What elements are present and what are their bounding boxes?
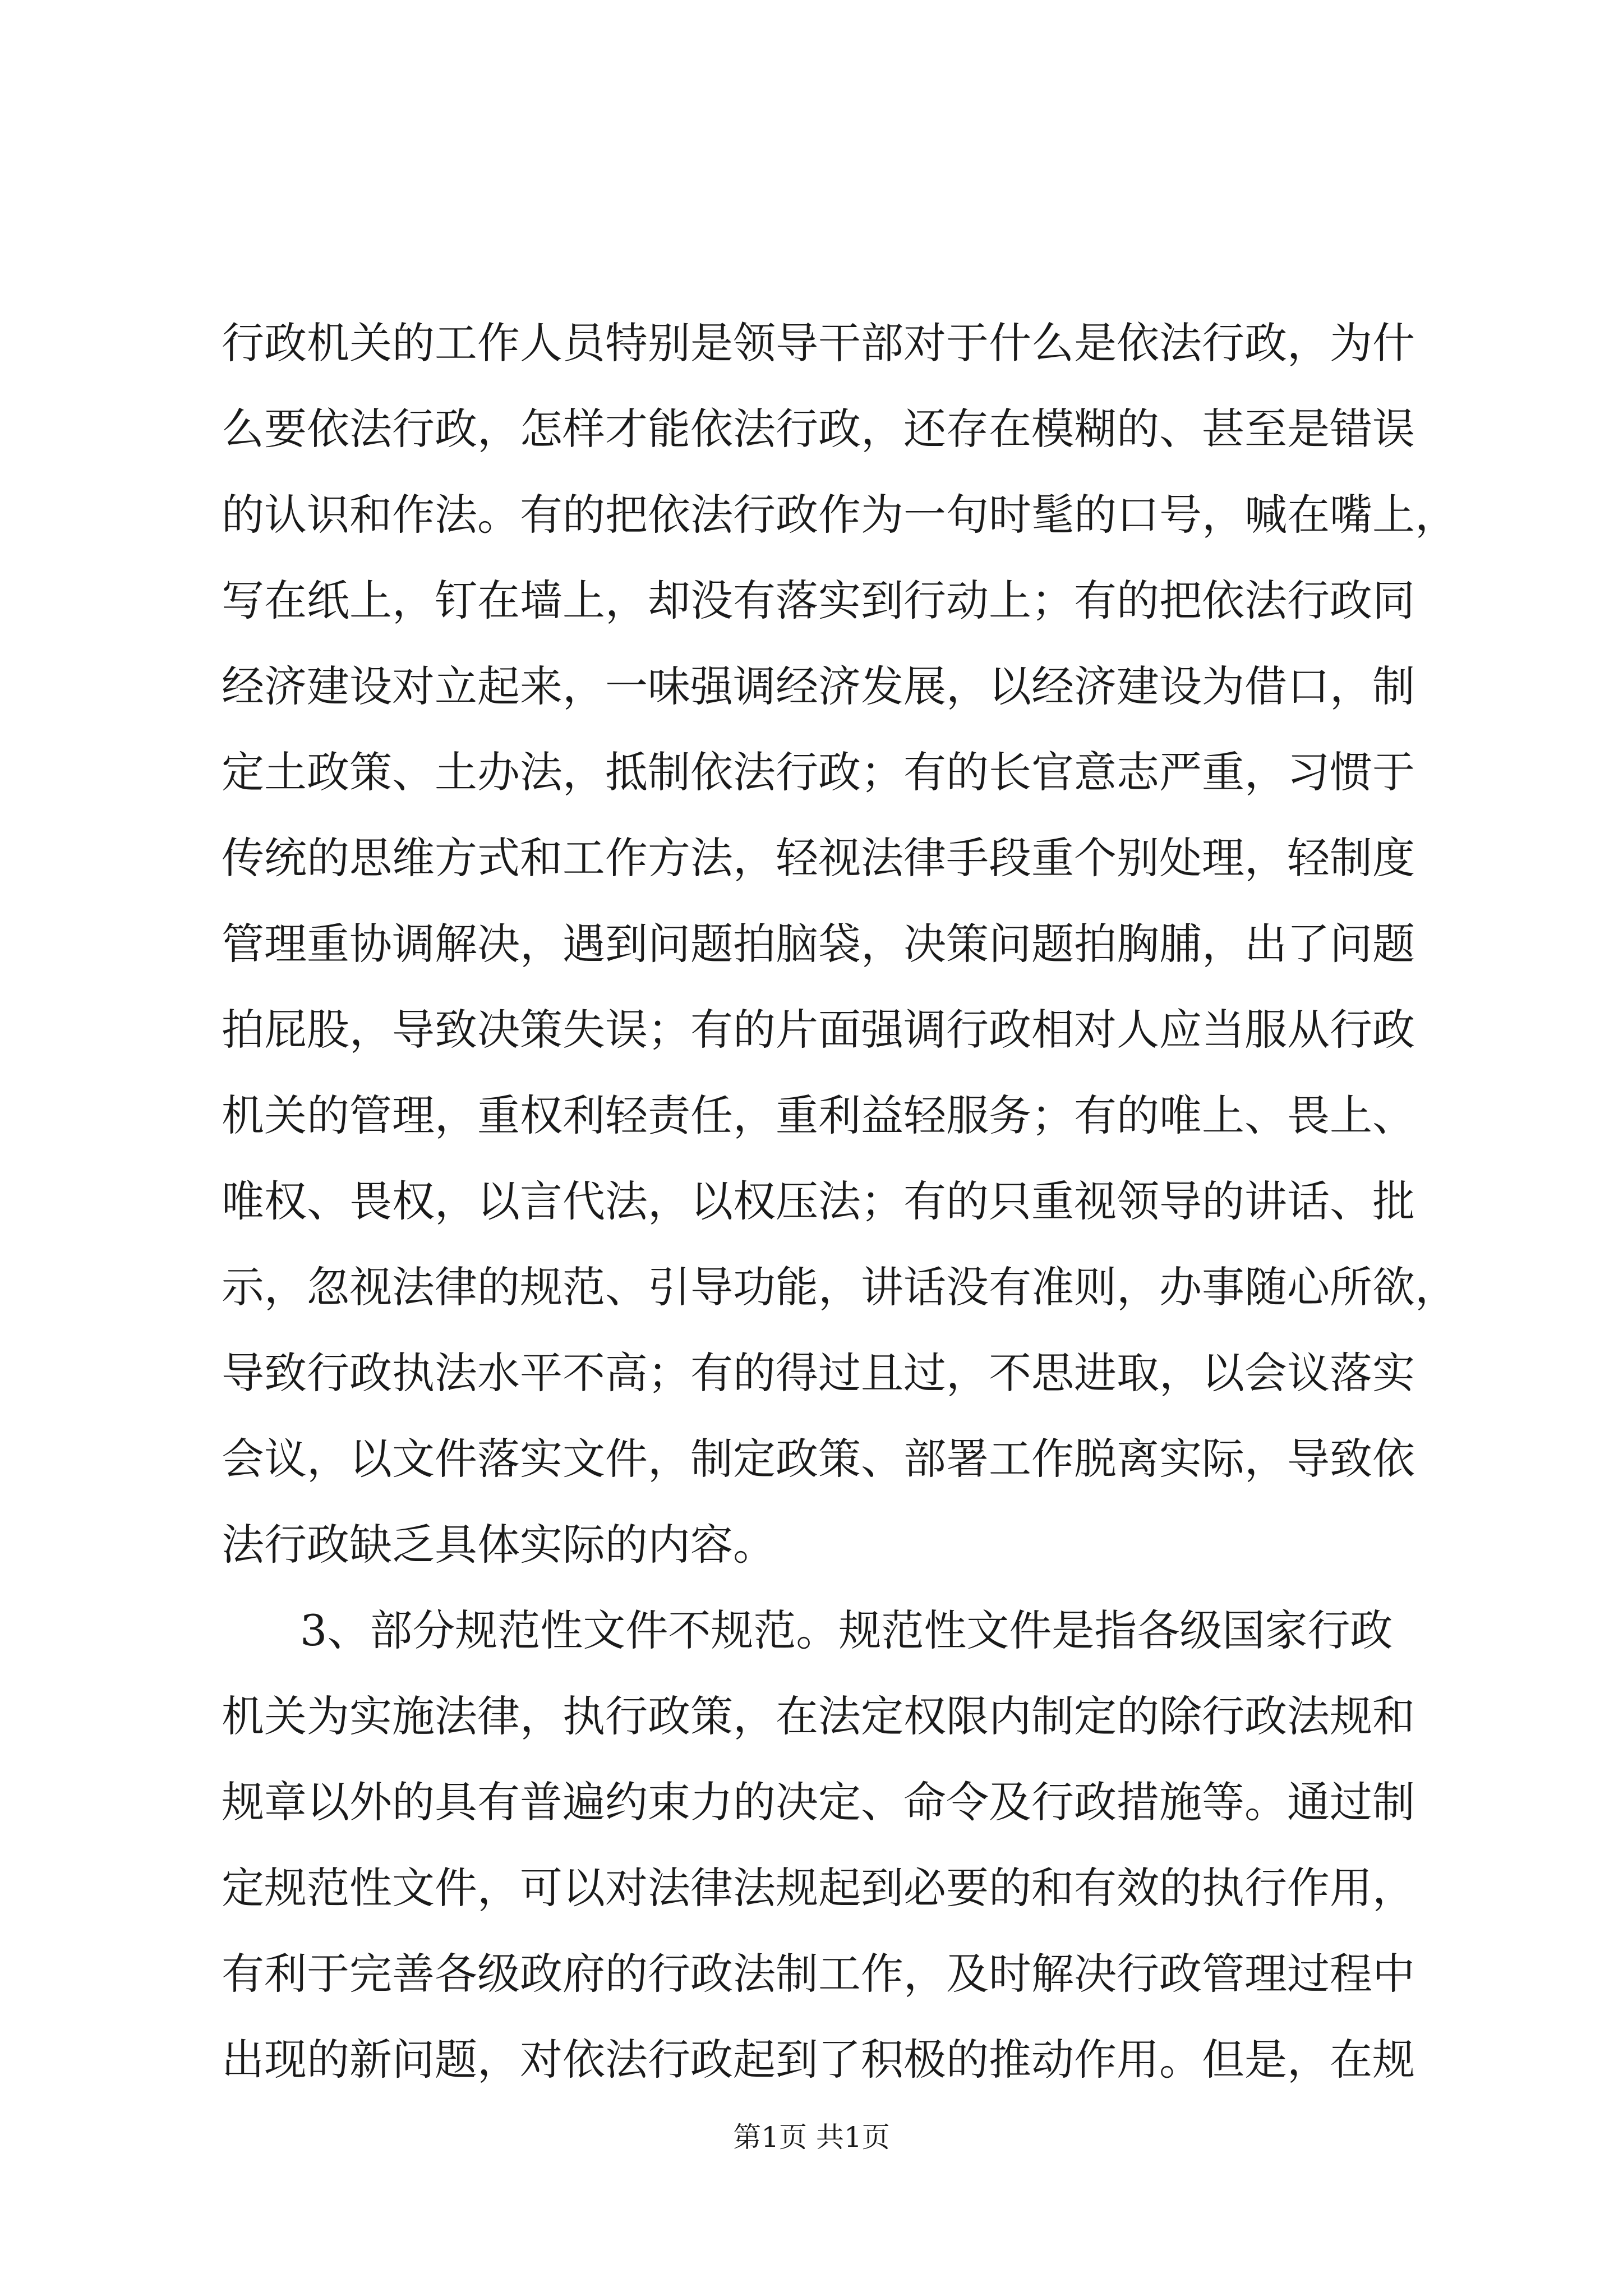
text-line: 么要依法行政，怎样才能依法行政，还存在模糊的、甚至是错误 <box>222 404 1415 454</box>
text-line: 出现的新问题，对依法行政起到了积极的推动作用。但是，在规 <box>222 2035 1415 2085</box>
text-line: 定土政策、土办法，抵制依法行政；有的长官意志严重，习惯于 <box>222 747 1415 797</box>
paragraph-start-line: 3、部分规范性文件不规范。规范性文件是指各级国家行政 <box>300 1605 1393 1655</box>
text-line: 拍屁股，导致决策失误；有的片面强调行政相对人应当服从行政 <box>222 1005 1415 1055</box>
text-line: 机关的管理，重权利轻责任，重利益轻服务；有的唯上、畏上、 <box>222 1091 1415 1140</box>
page-footer: 第1页 共1页 <box>733 2121 890 2154</box>
text-line: 行政机关的工作人员特别是领导干部对于什么是依法行政，为什 <box>222 318 1415 368</box>
text-line: 有利于完善各级政府的行政法制工作，及时解决行政管理过程中 <box>222 1949 1415 1999</box>
text-line: 定规范性文件，可以对法律法规起到必要的和有效的执行作用， <box>222 1863 1415 1913</box>
text-line: 法行政缺乏具体实际的内容。 <box>222 1520 776 1570</box>
text-line: 经济建设对立起来，一味强调经济发展，以经济建设为借口，制 <box>222 661 1415 711</box>
text-line: 传统的思维方式和工作方法，轻视法律手段重个别处理，轻制度 <box>222 833 1415 883</box>
text-line: 管理重协调解决，遇到问题拍脑袋，决策问题拍胸脯，出了问题 <box>222 919 1415 969</box>
text-line: 导致行政执法水平不高；有的得过且过，不思进取，以会议落实 <box>222 1348 1415 1398</box>
text-line: 会议，以文件落实文件，制定政策、部署工作脱离实际，导致依 <box>222 1434 1415 1484</box>
text-line: 示，忽视法律的规范、引导功能，讲话没有准则，办事随心所欲， <box>222 1262 1458 1312</box>
document-body <box>222 300 1458 2102</box>
text-line: 唯权、畏权，以言代法，以权压法；有的只重视领导的讲话、批 <box>222 1176 1415 1226</box>
text-line: 机关为实施法律，执行政策，在法定权限内制定的除行政法规和 <box>222 1691 1415 1741</box>
text-line: 写在纸上，钉在墙上，却没有落实到行动上；有的把依法行政同 <box>222 576 1415 625</box>
text-line: 规章以外的具有普遍约束力的决定、命令及行政措施等。通过制 <box>222 1777 1415 1827</box>
text-line: 的认识和作法。有的把依法行政作为一句时髦的口号，喊在嘴上， <box>222 490 1458 540</box>
